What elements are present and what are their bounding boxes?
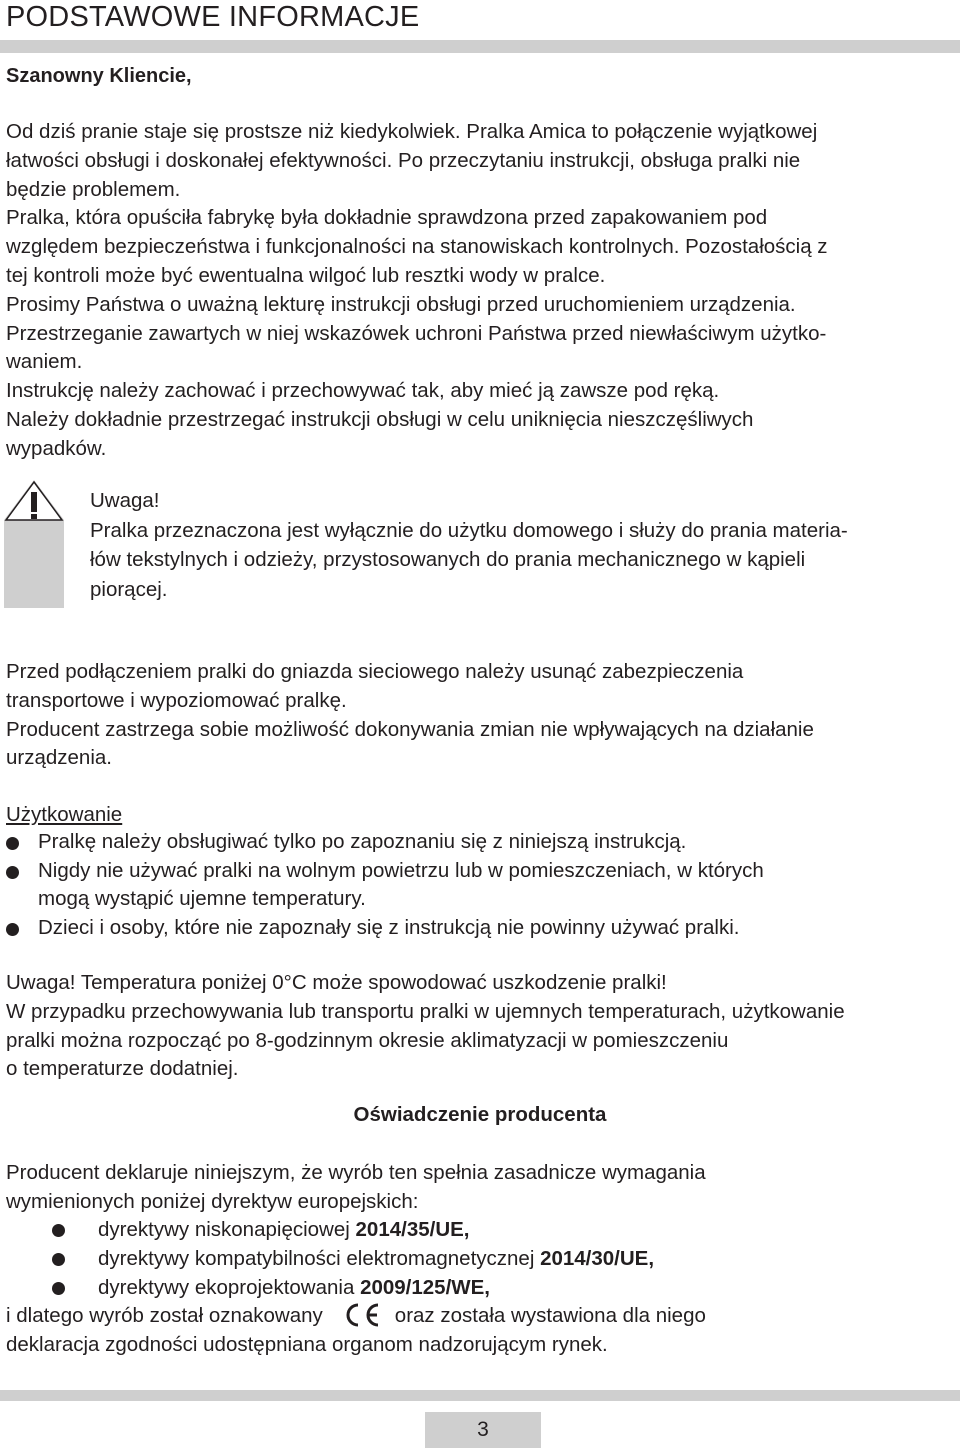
directive-item: dyrektywy kompatybilności elektromagnetycznej 2014/30/UE, <box>52 1244 654 1273</box>
page-title: PODSTAWOWE INFORMACJE <box>6 1 420 33</box>
bullet-icon <box>6 837 19 850</box>
temperature-paragraph <box>6 969 958 1084</box>
intro-line: Przestrzeganie zawartych w niej wskazówek uchroni Państwa przed niewłaściwym użytko- <box>6 321 827 345</box>
usage-list <box>6 828 946 942</box>
list-item-continuation: mogą wystąpić ujemne temperatury. <box>38 887 366 911</box>
warning-heading: Uwaga! <box>90 489 160 512</box>
warning-line: łów tekstylnych i odzieży, przystosowanych do prania mechanicznego w kąpieli <box>90 548 806 571</box>
intro-line: Instrukcję należy zachować i przechowywać tak, aby mieć ją zawsze pod ręką. <box>6 379 720 403</box>
intro-line: waniem. <box>6 350 83 374</box>
warning-line: Pralka przeznaczona jest wyłącznie do użytku domowego i służy do prania materia- <box>90 518 848 542</box>
usage-heading: Użytkowanie <box>6 803 123 826</box>
transport-line: urządzenia. <box>6 746 112 770</box>
intro-line: Prosimy Państwa o uważną lekturę instrukcji obsługi przed uruchomieniem urządzenia. <box>6 292 796 316</box>
warning-text <box>90 486 958 604</box>
intro-line: będzie problemem. <box>6 177 181 201</box>
bullet-icon <box>52 1224 65 1237</box>
bullet-icon <box>6 923 19 936</box>
greeting: Szanowny Kliencie, <box>6 65 192 87</box>
directive-list <box>52 1215 654 1302</box>
declaration-title: Oświadczenie producenta <box>353 1103 607 1126</box>
temperature-line: Uwaga! Temperatura poniżej 0°C może spowodować uszkodzenie pralki! <box>6 971 667 994</box>
directive-item: dyrektywy ekoprojektowania 2009/125/WE, <box>52 1273 654 1302</box>
temperature-line: o temperaturze dodatniej. <box>6 1057 239 1081</box>
bullet-icon <box>52 1282 65 1295</box>
intro-line: łatwości obsługi i doskonałej efektywności. Po przeczytaniu instrukcji, obsługa pralki nie <box>6 148 801 172</box>
intro-line: Pralka, która opuściła fabrykę była dokładnie sprawdzona przed zapakowaniem pod <box>6 206 768 230</box>
list-item: Dzieci i osoby, które nie zapoznały się z instrukcją nie powinny używać pralki. <box>6 914 946 943</box>
warning-exclamation-icon <box>4 480 64 608</box>
intro-line: Należy dokładnie przestrzegać instrukcji obsługi w celu uniknięcia nieszczęśliwych <box>6 407 754 431</box>
declaration-intro: Producent deklaruje niniejszym, że wyrób ten spełnia zasadnicze wymagania wymienionych poniżej dyrektyw europejskich: <box>6 1161 706 1213</box>
list-item: Pralkę należy obsługiwać tylko po zapoznaniu się z niniejszą instrukcją. <box>6 828 946 857</box>
transport-paragraph <box>6 658 958 773</box>
intro-line: Od dziś pranie staje się prostsze niż kiedykolwiek. Pralka Amica to połączenie wyjątkowej <box>6 120 818 143</box>
declaration-outro: i dlatego wyrób został oznakowany oraz została wystawiona dla niego deklaracja zgodności udostępniana organom nadzorującym rynek. <box>6 1304 706 1356</box>
bullet-icon <box>52 1253 65 1266</box>
intro-paragraph <box>6 118 958 464</box>
ce-mark-icon <box>341 1302 381 1328</box>
transport-line: Producent zastrzega sobie możliwość dokonywania zmian nie wpływających na działanie <box>6 717 814 741</box>
intro-line: wypadków. <box>6 436 107 460</box>
page-number: 3 <box>477 1418 489 1441</box>
warning-line: piorącej. <box>90 577 168 601</box>
transport-line: Przed podłączeniem pralki do gniazda sieciowego należy usunąć zabezpieczenia <box>6 660 744 683</box>
footer-divider <box>0 1390 960 1401</box>
transport-line: transportowe i wypoziomować pralkę. <box>6 688 347 712</box>
list-item: Nigdy nie używać pralki na wolnym powietrzu lub w pomieszczeniach, w których <box>6 857 946 886</box>
temperature-line: pralki można rozpocząć po 8-godzinnym okresie aklimatyzacji w pomieszczeniu <box>6 1028 729 1052</box>
directive-item: dyrektywy niskonapięciowej 2014/35/UE, <box>52 1215 654 1244</box>
header-divider <box>0 40 960 53</box>
page-number-box <box>425 1412 541 1448</box>
intro-line: tej kontroli może być ewentualna wilgoć lub resztki wody w pralce. <box>6 263 606 287</box>
intro-line: względem bezpieczeństwa i funkcjonalności na stanowiskach kontrolnych. Pozostałością z <box>6 235 828 259</box>
bullet-icon <box>6 866 19 879</box>
temperature-line: W przypadku przechowywania lub transportu pralki w ujemnych temperaturach, użytkowanie <box>6 999 845 1023</box>
